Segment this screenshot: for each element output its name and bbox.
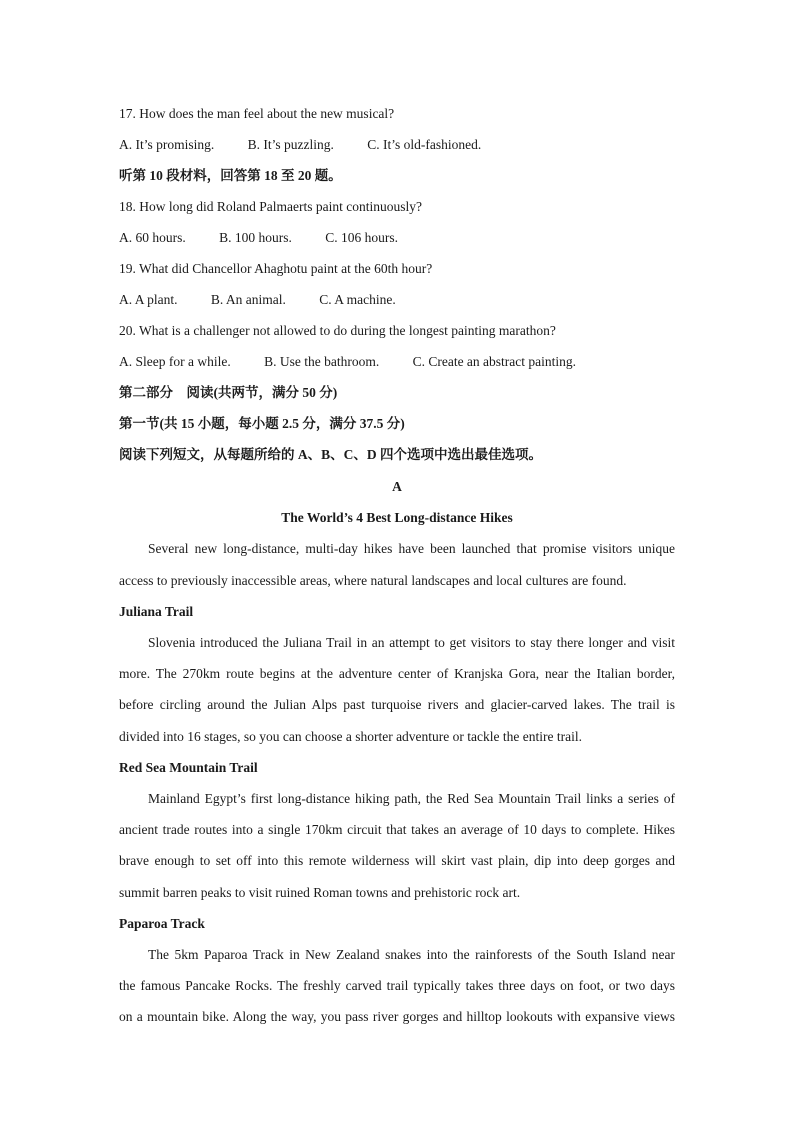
q17-option-a: A. It’s promising.	[119, 137, 215, 152]
q19-option-b: B. An animal.	[210, 292, 286, 307]
paparoa-heading: Paparoa Track	[119, 916, 205, 931]
redsea-line-1: Mainland Egypt’s first long-distance hiking path, the Red Sea Mountain Trail links a series of	[148, 791, 675, 806]
question-17: 17. How does the man feel about the new musical?	[119, 106, 395, 121]
question-18-options	[119, 230, 675, 246]
juliana-line-3: before circling around the Julian Alps past turquoise rivers and glacier-carved lakes. The trail is	[119, 697, 675, 712]
passage-title: The World’s 4 Best Long-distance Hikes	[281, 510, 513, 525]
q19-option-a: A. A plant.	[119, 292, 178, 307]
intro-line-2: access to previously inaccessible areas, where natural landscapes and local cultures are found.	[119, 573, 627, 588]
paparoa-line-1: The 5km Paparoa Track in New Zealand snakes into the rainforests of the South Island near	[148, 947, 675, 962]
juliana-line-4: divided into 16 stages, so you can choose a shorter adventure or tackle the entire trail.	[119, 729, 582, 744]
intro-line-1: Several new long-distance, multi-day hikes have been launched that promise visitors unique	[148, 541, 675, 556]
question-18: 18. How long did Roland Palmaerts paint continuously?	[119, 199, 422, 214]
q18-option-a: A. 60 hours.	[119, 230, 186, 245]
juliana-line-2: more. The 270km route begins at the adventure center of Kranjska Gora, near the Italian border,	[119, 666, 675, 681]
question-20-options	[119, 354, 675, 370]
section-1-heading: 第一节(共 15 小题，每小题 2.5 分，满分 37.5 分)	[119, 416, 405, 431]
paparoa-line-3: on a mountain bike. Along the way, you pass river gorges and hilltop lookouts with expansive views	[119, 1009, 675, 1024]
reading-instruction: 阅读下列短文，从每题所给的 A、B、C、D 四个选项中选出最佳选项。	[119, 447, 543, 462]
question-20: 20. What is a challenger not allowed to do during the longest painting marathon?	[119, 323, 556, 338]
passage-letter: A	[392, 479, 402, 494]
q20-option-a: A. Sleep for a while.	[119, 354, 231, 369]
q17-option-b: B. It’s puzzling.	[247, 137, 334, 152]
part-2-heading: 第二部分 阅读(共两节，满分 50 分)	[119, 385, 338, 400]
question-19: 19. What did Chancellor Ahaghotu paint at the 60th hour?	[119, 261, 433, 276]
juliana-heading: Juliana Trail	[119, 604, 194, 619]
question-17-options	[119, 137, 675, 153]
q20-option-c: C. Create an abstract painting.	[412, 354, 577, 369]
section-10-instruction: 听第 10 段材料，回答第 18 至 20 题。	[119, 168, 342, 183]
q18-option-b: B. 100 hours.	[219, 230, 292, 245]
q19-option-c: C. A machine.	[319, 292, 396, 307]
q17-option-c: C. It’s old-fashioned.	[367, 137, 482, 152]
question-19-options	[119, 292, 675, 308]
redsea-line-3: brave enough to set off into this remote wilderness will skirt vast plain, dip into deep gorges and	[119, 853, 675, 868]
q20-option-b: B. Use the bathroom.	[264, 354, 380, 369]
juliana-line-1: Slovenia introduced the Juliana Trail in an attempt to get visitors to stay there longer and visit	[148, 635, 675, 650]
q18-option-c: C. 106 hours.	[325, 230, 399, 245]
redsea-line-2: ancient trade routes into a single 170km circuit that takes an average of 10 days to complete. Hikes	[119, 822, 675, 837]
redsea-line-4: summit barren peaks to visit ruined Roman towns and prehistoric rock art.	[119, 885, 521, 900]
paparoa-line-2: the famous Pancake Rocks. The freshly carved trail typically takes three days on foot, or two days	[119, 978, 675, 993]
redsea-heading: Red Sea Mountain Trail	[119, 760, 258, 775]
